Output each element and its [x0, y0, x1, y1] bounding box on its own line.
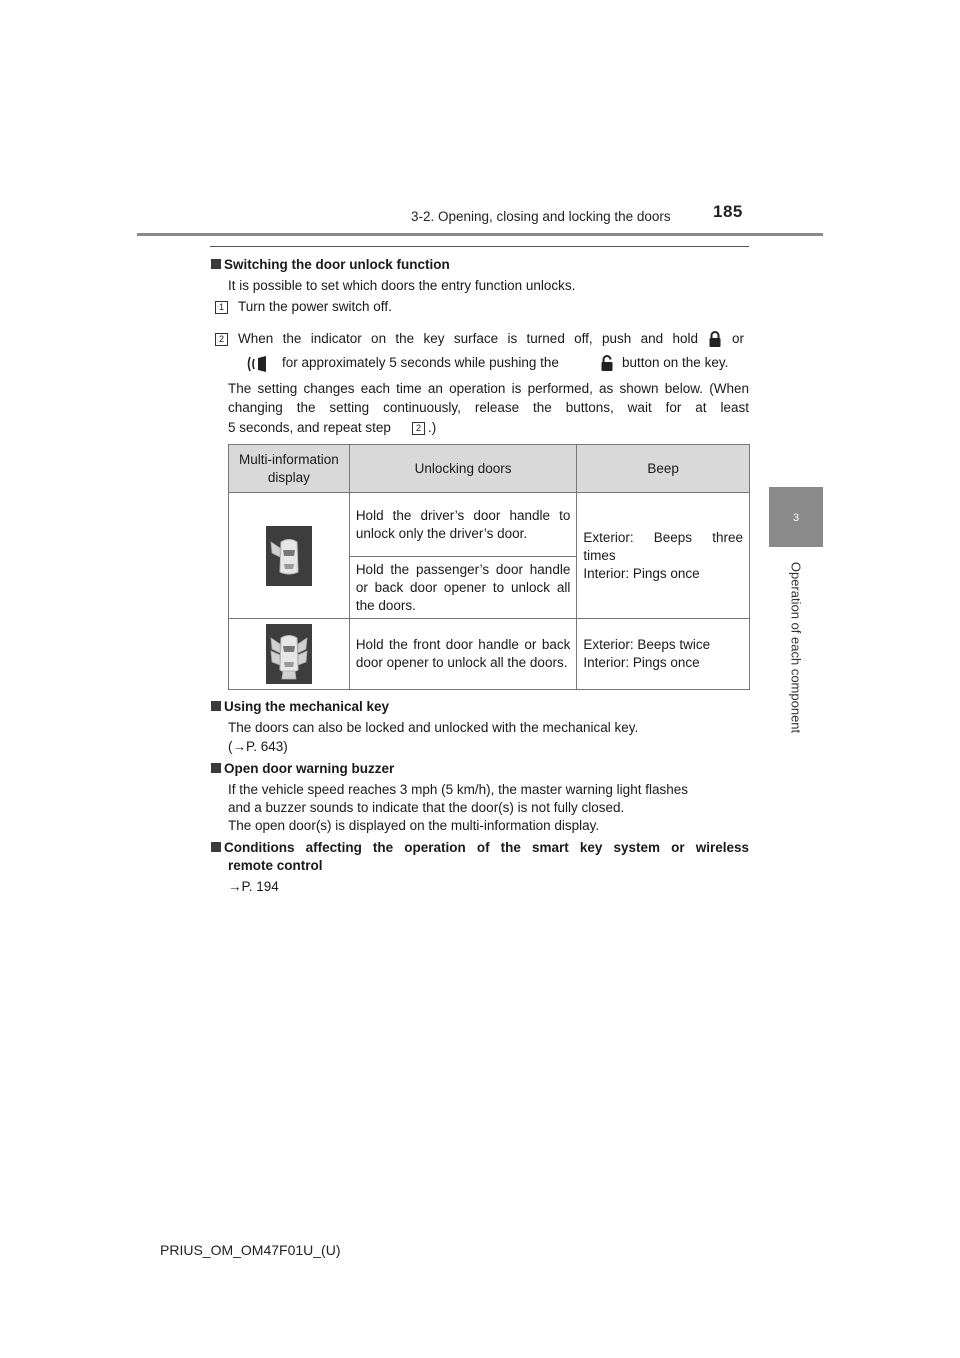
table-row [229, 493, 750, 557]
beep-interior-row2: Interior: Pings once [583, 655, 700, 670]
bullet-square-icon [211, 842, 221, 852]
step-number-1: 1 [215, 301, 228, 314]
unlock-icon [600, 354, 614, 377]
step2-line2b: button on the key. [622, 355, 729, 370]
step2-or: or [732, 331, 745, 346]
switching-intro: It is possible to set which doors the entry function unlocks. [228, 278, 576, 293]
door-signal-icon [246, 355, 270, 378]
heading-buzzer: Open door warning buzzer [211, 761, 394, 776]
bullet-square-icon [211, 763, 221, 773]
arrow-right-icon: → [228, 879, 242, 894]
unlock-option-all: Hold the front door handle or back door opener to unlock all the doors. [349, 619, 577, 690]
unlock-option-driver: Hold the driver’s door handle to unlock only the driver’s door. [349, 493, 577, 557]
header-divider [137, 233, 823, 236]
beep-interior-row1: Interior: Pings once [583, 565, 700, 581]
section-title: 3-2. Opening, closing and locking the doors [411, 209, 671, 224]
step-ref-2: 2 [412, 422, 425, 435]
setting-text-end-b: .) [428, 420, 437, 435]
heading-conditions: Conditions affecting the operation of the smart key system or wireless [211, 840, 749, 855]
step2-line2a: for approximately 5 seconds while pushing the [282, 355, 559, 370]
buzzer-line1: If the vehicle speed reaches 3 mph (5 km/h), the master warning light flashes [228, 782, 688, 797]
conditions-ref[interactable]: →P. 194 [228, 879, 279, 894]
step2-line1: When the indicator on the key surface is turned off, push and hold [238, 331, 698, 346]
content-divider [210, 246, 749, 247]
table-header-row [229, 445, 750, 493]
heading-conditions-line2: remote control [228, 858, 323, 873]
column-header-display: Multi-information display [229, 445, 350, 493]
step1-text: Turn the power switch off. [238, 299, 392, 314]
arrow-right-icon: → [232, 739, 246, 754]
mechanical-ref[interactable]: (→P. 643) [228, 739, 288, 754]
bullet-square-icon [211, 701, 221, 711]
buzzer-line2: and a buzzer sounds to indicate that the door(s) is not fully closed. [228, 800, 625, 815]
setting-text-end: 5 seconds, and repeat step [228, 420, 391, 435]
chapter-tab [769, 487, 823, 547]
beep-cell-row1 [577, 493, 750, 619]
car-driver-door-open-icon [266, 526, 312, 586]
heading-mechanical-key: Using the mechanical key [211, 699, 389, 714]
car-all-doors-open-icon [266, 624, 312, 684]
column-header-beep: Beep [577, 445, 750, 493]
setting-text: The setting changes each time an operation is performed, as shown below. (When changing the setting continuously, release the buttons, wait for at least [228, 381, 749, 415]
document-code: PRIUS_OM_OM47F01U_(U) [160, 1242, 341, 1258]
step-number-2: 2 [215, 333, 228, 346]
column-header-unlocking: Unlocking doors [349, 445, 577, 493]
display-cell [229, 619, 350, 690]
beep-exterior-row1: Exterior: Beeps three times [583, 529, 743, 563]
beep-cell-row2 [577, 619, 750, 690]
unlock-settings-table [228, 444, 750, 690]
page-number: 185 [713, 202, 743, 221]
chapter-number: 3 [792, 512, 800, 524]
lock-icon [708, 330, 722, 353]
bullet-square-icon [211, 259, 221, 269]
mechanical-text: The doors can also be locked and unlocked with the mechanical key. [228, 720, 639, 735]
chapter-label: Operation of each component [788, 561, 804, 734]
buzzer-line3: The open door(s) is displayed on the multi-information display. [228, 818, 600, 833]
table-row [229, 619, 750, 690]
beep-exterior-row2: Exterior: Beeps twice [583, 637, 711, 652]
unlock-option-passenger: Hold the passenger’s door handle or back door opener to unlock all the doors. [349, 557, 577, 619]
heading-switching: Switching the door unlock function [211, 257, 450, 272]
display-cell [229, 493, 350, 619]
